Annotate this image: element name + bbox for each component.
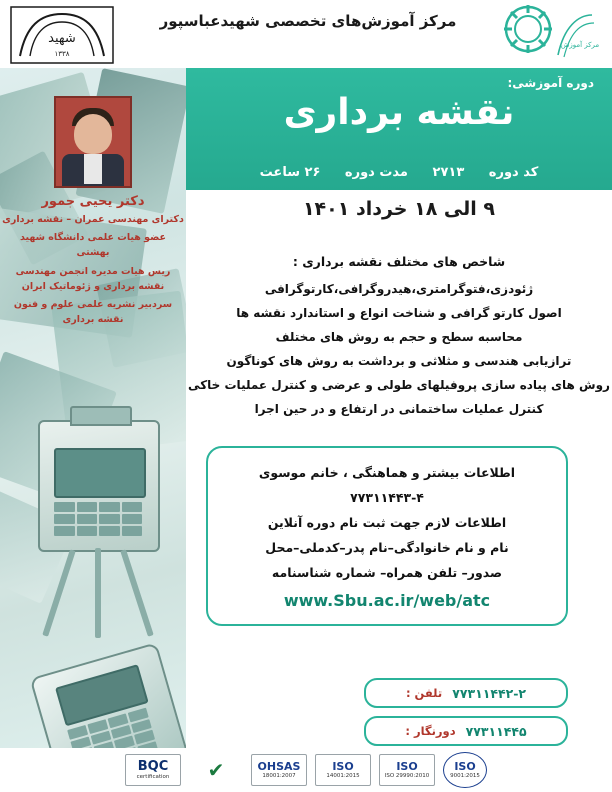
center-logo xyxy=(492,2,604,66)
course-meta xyxy=(186,165,612,180)
topic-item: محاسبه سطح و حجم به روش های مختلف xyxy=(275,330,523,344)
tripod-icon xyxy=(48,548,148,638)
total-station-keypad xyxy=(54,502,142,536)
instructor-credential-3: ریس هیات مدیره انجمن مهندسی نقشه برداری و ژئوماتیک ایران xyxy=(15,265,171,292)
cert-line-1: ISO xyxy=(332,760,354,774)
contact-phone: ۷۷۳۱۱۴۴۳-۴ xyxy=(350,490,424,505)
contact-line: اطلاعات بیشتر و هماهنگی ، خانم موسوی xyxy=(258,465,516,480)
cert-line-2: 18001:2007 xyxy=(262,772,296,779)
phone-label: تلفن : xyxy=(405,686,443,700)
handheld-gps-icon xyxy=(29,642,186,748)
page-title: مرکز آموزش‌های تخصصی شهیدعباسپور xyxy=(159,12,457,30)
banner-kicker: دوره آموزشی: xyxy=(507,76,594,90)
cert-line-1: OHSAS xyxy=(257,760,301,774)
registration-url[interactable]: www.Sbu.ac.ir/web/atc xyxy=(283,591,491,610)
photo-face xyxy=(74,114,112,154)
svg-text:۱۳۳۸: ۱۳۳۸ xyxy=(54,50,70,58)
contact-box xyxy=(206,446,568,626)
contact-line: اطلاعات لازم جهت ثبت نام دوره آنلاین xyxy=(267,515,507,530)
cert-line-1: BQC xyxy=(137,759,169,775)
topics-title: شاخص های مختلف نقشه برداری : xyxy=(292,254,506,269)
course-name: نقشه برداری xyxy=(283,92,515,133)
course-date-band xyxy=(186,190,612,234)
course-date: ۹ الی ۱۸ خرداد ۱۴۰۱ xyxy=(302,198,496,220)
course-duration-value: ۲۶ ساعت xyxy=(259,165,321,180)
iso-9001-badge xyxy=(443,752,487,788)
cert-line-2: ISO 29990:2010 xyxy=(384,772,430,779)
certification-bar xyxy=(0,748,612,792)
photo-shirt xyxy=(84,154,102,184)
cert-line-1: ISO xyxy=(454,760,476,774)
instructor-block xyxy=(0,96,186,327)
university-logo xyxy=(8,4,116,66)
topic-item: ترازیابی هندسی و مثلاثی و برداشت به روش های کوناگون xyxy=(226,354,572,368)
svg-text:شهید: شهید xyxy=(48,31,76,46)
topic-item: اصول کارتو گرافی و شناخت انواع و استاندارد نقشه ها xyxy=(236,306,562,320)
topic-item: کنترل عملیات ساختمانی در ارتفاع و در حین اجرا xyxy=(254,402,544,416)
ohsas-18001-badge xyxy=(251,754,307,786)
cert-line-2: certification xyxy=(136,773,170,780)
instructor-name: دکتر یحیی جمور xyxy=(41,194,145,209)
cert-line-2: 9001:2015 xyxy=(450,772,480,779)
instructor-credential-4: سردبیر نشریه علمی علوم و فنون نقشه برداری xyxy=(13,298,173,326)
bqc-badge xyxy=(125,754,181,786)
topics-section xyxy=(186,254,612,421)
course-code-value: ۲۷۱۳ xyxy=(432,165,465,180)
page-header xyxy=(0,0,612,68)
total-station-icon xyxy=(38,420,160,552)
fax-label: دورنگار : xyxy=(405,724,456,738)
phone-chips xyxy=(230,678,568,754)
course-code-label: کد دوره xyxy=(488,165,539,180)
fax-value: ۷۷۳۱۱۴۴۵ xyxy=(465,723,527,739)
topic-item: روش های پیاده سازی پروفیلهای طولی و عرضی و کنترل عملیات خاکی xyxy=(188,378,610,392)
phone-value: ۷۷۳۱۱۴۴۲-۲ xyxy=(452,685,527,701)
check-icon: ✔ xyxy=(207,758,225,782)
total-station-screen xyxy=(54,448,146,498)
svg-text:مرکز آموزش: مرکز آموزش xyxy=(560,41,600,49)
topic-item: ژئودزی،فتوگرامتری،هیدروگرافی،کارتوگرافی xyxy=(264,282,534,296)
instructor-photo xyxy=(54,96,132,188)
contact-line: نام و نام خانوادگی–نام پدر–کدملی–محل xyxy=(265,540,509,555)
instructor-credential-2: عضو هیات علمی دانشگاه شهید بهشتی xyxy=(19,232,166,259)
cert-line-1: ISO xyxy=(396,760,418,774)
contact-line: صدور– تلفن همراه– شماره شناسنامه xyxy=(271,565,503,580)
course-duration-label: مدت دوره xyxy=(344,165,408,180)
course-banner xyxy=(186,68,612,190)
fax-chip xyxy=(364,716,568,746)
cert-line-2: 14001:2015 xyxy=(326,772,360,779)
phone-chip xyxy=(364,678,568,708)
instructor-credential-1: دکترای مهندسی عمران – نقشه برداری xyxy=(2,214,184,225)
iso-14001-badge xyxy=(315,754,371,786)
iso-29990-badge xyxy=(379,754,435,786)
total-station-top xyxy=(70,406,132,426)
approval-badge xyxy=(189,755,243,785)
content-area xyxy=(186,68,612,748)
